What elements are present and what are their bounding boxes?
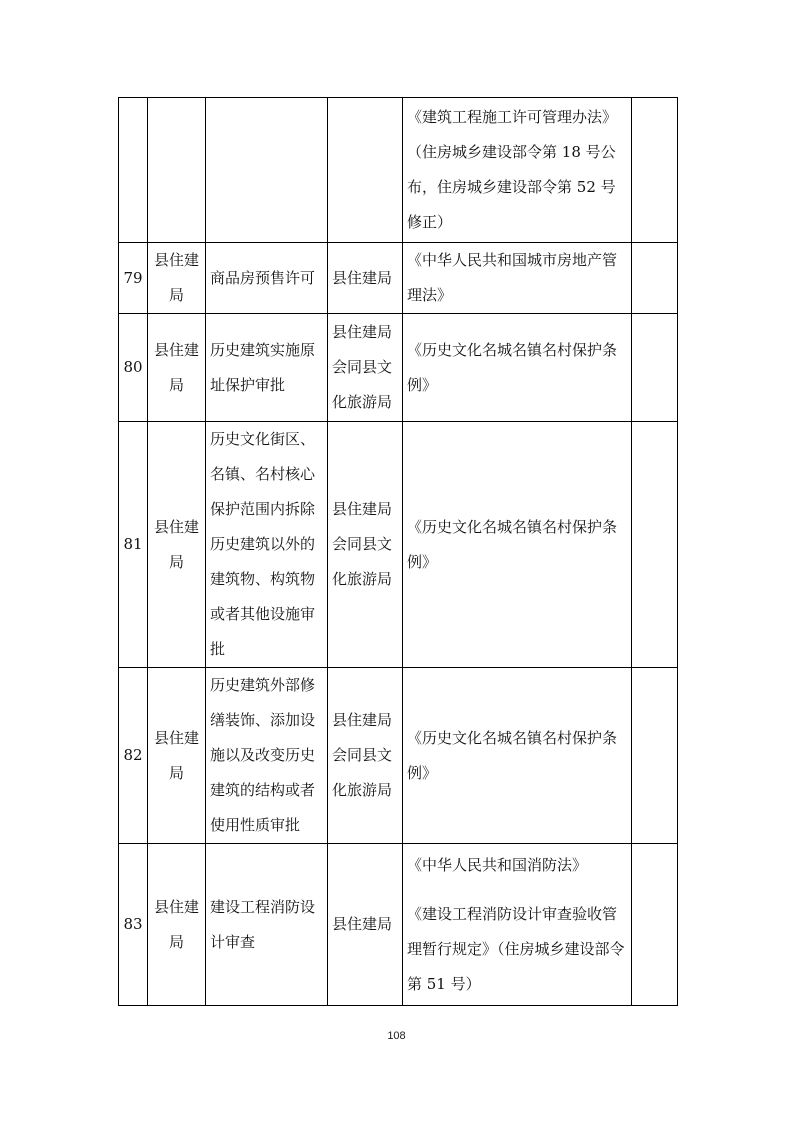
legal-basis-entry: 《中华人民共和国消防法》 xyxy=(407,855,588,874)
legal-basis-entry: 《历史文化名城名镇名村保护条例》 xyxy=(407,728,618,782)
legal-basis-entry: 《建筑工程施工许可管理办法》（住房城乡建设部令第 18 号公布，住房城乡建设部令第 52 号修正） xyxy=(407,108,618,231)
legal-basis-cell xyxy=(403,243,632,314)
row-number-cell xyxy=(119,98,148,243)
table-row xyxy=(119,243,678,314)
table-body xyxy=(119,98,678,1006)
remarks-cell xyxy=(632,668,678,844)
legal-basis-cell xyxy=(403,314,632,422)
remarks-cell xyxy=(632,844,678,1006)
legal-basis-entry: 《历史文化名城名镇名村保护条例》 xyxy=(407,340,618,394)
item-name-cell: 建设工程消防设计审查 xyxy=(206,844,328,1006)
item-name-cell xyxy=(206,98,328,243)
row-number-cell: 80 xyxy=(119,314,148,422)
legal-basis-entry: 《中华人民共和国城市房地产管理法》 xyxy=(407,251,618,304)
table-row xyxy=(119,668,678,844)
department-cell: 县住建局 xyxy=(148,422,206,668)
implementing-agency-cell: 县住建局 xyxy=(328,844,403,1006)
department-cell xyxy=(148,98,206,243)
row-number-cell: 81 xyxy=(119,422,148,668)
department-cell: 县住建局 xyxy=(148,844,206,1006)
table-row xyxy=(119,98,678,243)
legal-basis-cell xyxy=(403,844,632,1006)
table-row xyxy=(119,314,678,422)
row-number-cell: 79 xyxy=(119,243,148,314)
legal-basis-cell xyxy=(403,98,632,243)
department-cell: 县住建局 xyxy=(148,668,206,844)
item-name-cell: 商品房预售许可 xyxy=(206,243,328,314)
implementing-agency-cell xyxy=(328,98,403,243)
remarks-cell xyxy=(632,98,678,243)
basis-spacer xyxy=(407,883,627,897)
department-cell: 县住建局 xyxy=(148,243,206,314)
implementing-agency-cell: 县住建局会同县文化旅游局 xyxy=(328,668,403,844)
remarks-cell xyxy=(632,314,678,422)
legal-basis-entry: 《历史文化名城名镇名村保护条例》 xyxy=(407,517,618,571)
legal-basis-entry: 《建设工程消防设计审查验收管理暂行规定》（住房城乡建设部令第 51 号） xyxy=(407,904,625,993)
item-name-cell: 历史建筑实施原址保护审批 xyxy=(206,314,328,422)
implementing-agency-cell: 县住建局会同县文化旅游局 xyxy=(328,314,403,422)
implementing-agency-cell: 县住建局 xyxy=(328,243,403,314)
remarks-cell xyxy=(632,422,678,668)
item-name-cell: 历史文化街区、名镇、名村核心保护范围内拆除历史建筑以外的建筑物、构筑物或者其他设施审批 xyxy=(206,422,328,668)
implementing-agency-cell: 县住建局会同县文化旅游局 xyxy=(328,422,403,668)
item-name-cell: 历史建筑外部修缮装饰、添加设施以及改变历史建筑的结构或者使用性质审批 xyxy=(206,668,328,844)
row-number-cell: 82 xyxy=(119,668,148,844)
department-cell: 县住建局 xyxy=(148,314,206,422)
remarks-cell xyxy=(632,243,678,314)
row-number-cell: 83 xyxy=(119,844,148,1006)
administrative-permit-table xyxy=(118,97,678,1006)
page-number: 108 xyxy=(387,1030,406,1042)
table-row xyxy=(119,422,678,668)
legal-basis-cell xyxy=(403,668,632,844)
legal-basis-cell xyxy=(403,422,632,668)
table-row xyxy=(119,844,678,1006)
